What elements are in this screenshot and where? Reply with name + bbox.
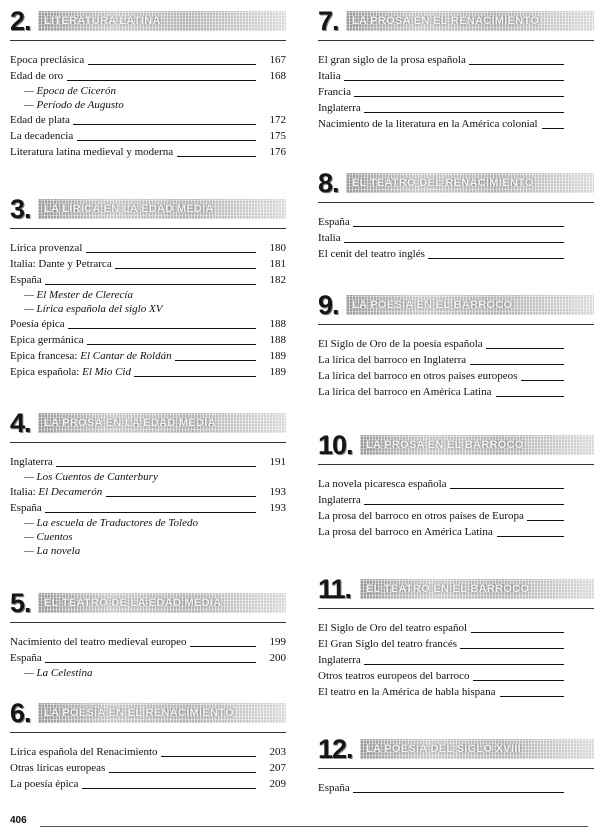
toc-entry[interactable] [318,384,594,400]
heading-rule [10,622,286,623]
dot-leader [115,268,256,269]
heading-rule [318,324,594,325]
toc-page-number: 189 [269,350,286,362]
toc-page-number: 199 [269,636,286,648]
chapter-heading [318,432,594,458]
toc-page-number: 188 [269,318,286,330]
toc-entry-label: Lírica provenzal [10,242,83,254]
toc-entry-label: La prosa del barroco en América Latina [318,526,493,538]
toc-entry[interactable] [318,620,594,636]
toc-entry-label: El Siglo de Oro de la poesía española [318,338,483,350]
toc-subentry: — La escuela de Traductores de Toledo [24,517,198,529]
toc-entry-label: El Gran Siglo del teatro francés [318,638,457,650]
dot-leader [497,536,564,537]
dot-leader [45,662,256,663]
chapter-title: EL TEATRO DEL RENACIMIENTO [352,177,534,189]
toc-entry-label: España [10,652,42,664]
toc-entry-label: Nacimiento de la literatura en la América colonial [318,118,538,130]
toc-entry-label: España [318,782,350,794]
toc-entry-label: La lírica del barroco en otros países europeos [318,370,518,382]
dot-leader [471,632,564,633]
chapter-heading [10,196,286,222]
chapter-number: 4. [10,408,31,438]
dot-leader [161,756,256,757]
dot-leader [134,376,256,377]
chapter-heading [318,170,594,196]
toc-entry[interactable] [10,128,286,144]
dot-leader [344,242,564,243]
toc-page-number: 180 [269,242,286,254]
toc-subentry: — El Mester de Clerecía [24,289,133,301]
toc-page-number: 207 [269,762,286,774]
toc-entry[interactable] [318,524,594,540]
chapter-heading [10,8,286,34]
chapter-number: 9. [318,290,339,320]
toc-entry-label-plain: Italia: [10,486,39,498]
toc-entry[interactable] [318,652,594,668]
heading-rule [10,732,286,733]
toc-page-number: 182 [269,274,286,286]
chapter-section [318,430,594,538]
toc-subentry: — La novela [24,545,81,557]
toc-entry-label-title: El Decamerón [38,486,103,498]
toc-entry[interactable] [318,492,594,508]
toc-entry[interactable] [10,68,286,84]
toc-entry-label: Italia [318,70,341,82]
chapter-number: 5. [10,588,31,618]
toc-page-number: 167 [269,54,286,66]
toc-subentry: — Cuentos [24,531,73,543]
chapter-title-band [38,593,286,613]
dot-leader [521,380,564,381]
toc-entry-label: Italia [318,232,341,244]
dot-leader [73,124,256,125]
chapter-title: LA PROSA EN EL BARROCO [366,439,524,451]
toc-entry-label: El gran siglo de la prosa española [318,54,466,66]
toc-entry-label: España [10,502,42,514]
chapter-heading [318,292,594,318]
chapter-section [318,734,594,794]
chapter-title-band [346,11,594,31]
chapter-number: 12. [318,734,353,764]
toc-subentry: — Período de Augusto [24,99,124,111]
toc-entry-label [10,484,102,500]
toc-entry-label: Poesía épica [10,318,65,330]
toc-page-number: 193 [269,502,286,514]
chapter-section [318,6,594,130]
dot-leader [190,646,256,647]
heading-rule [318,608,594,609]
chapter-section [10,588,286,679]
toc-entry-label-plain: Epica francesa: [10,350,81,362]
dot-leader [470,364,564,365]
toc-subentry: — Los Cuentos de Canterbury [24,471,158,483]
chapter-number: 11. [318,574,352,604]
toc-page-number: 176 [269,146,286,158]
heading-rule [10,228,286,229]
dot-leader [86,252,256,253]
toc-entry-label: La lírica del barroco en Inglaterra [318,354,467,366]
dot-leader [364,112,564,113]
toc-entry[interactable] [10,348,286,364]
chapter-number: 7. [318,6,339,36]
chapter-title-band [360,435,594,455]
toc-entry-label: Nacimiento del teatro medieval europeo [10,636,187,648]
toc-entry-label: España [10,274,42,286]
dot-leader [67,80,256,81]
chapter-heading [318,576,594,602]
toc-entry[interactable] [318,508,594,524]
chapter-section [10,698,286,790]
chapter-number: 3. [10,194,31,224]
dot-leader [87,344,256,345]
heading-rule [318,202,594,203]
toc-entry[interactable] [318,68,594,84]
toc-entry[interactable] [10,316,286,332]
dot-leader [486,348,564,349]
chapter-title: EL TEATRO DE LA EDAD MEDIA [44,597,222,609]
toc-entry[interactable] [10,776,286,792]
chapter-title: LA POESÍA DEL SIGLO XVIII [366,743,522,755]
dot-leader [45,512,256,513]
toc-page-number: 188 [269,334,286,346]
chapter-number: 6. [10,698,31,728]
toc-entry[interactable] [318,214,594,230]
toc-entry-label: La prosa del barroco en otros países de Europa [318,510,524,522]
chapter-heading [10,700,286,726]
dot-leader [56,466,256,467]
toc-page-number: 209 [269,778,286,790]
toc-entry-label: Inglaterra [318,494,361,506]
toc-entry[interactable] [10,112,286,128]
chapter-section [10,408,286,557]
dot-leader [500,696,564,697]
chapter-title-band [38,199,286,219]
toc-page-number: 175 [269,130,286,142]
toc-entry-label: Edad de plata [10,114,70,126]
toc-entry-label: Otros teatros europeos del barroco [318,670,470,682]
toc-page-number: 181 [269,258,286,270]
dot-leader [364,664,564,665]
chapter-title-band [346,295,594,315]
dot-leader [88,64,256,65]
toc-entry-label: Francia [318,86,351,98]
toc-page-number: 193 [269,486,286,498]
toc-entry-label: Inglaterra [318,102,361,114]
toc-entry-label: Italia: Dante y Petrarca [10,258,112,270]
toc-page-number: 172 [269,114,286,126]
toc-entry[interactable] [10,272,286,288]
dot-leader [460,648,564,649]
toc-entry-label [10,348,172,364]
dot-leader [77,140,256,141]
dot-leader [473,680,564,681]
chapter-section [318,168,594,260]
dot-leader [527,520,564,521]
toc-subentry: — Epoca de Cicerón [24,85,116,97]
toc-entry[interactable] [318,100,594,116]
toc-subentry: — La Celestina [24,667,93,679]
dot-leader [428,258,564,259]
chapter-number: 2. [10,6,31,36]
toc-entry[interactable] [10,332,286,348]
toc-entry-label: La lírica del barroco en América Latina [318,386,492,398]
chapter-section [318,290,594,398]
toc-entry[interactable] [10,256,286,272]
chapter-section [318,574,594,698]
chapter-heading [10,590,286,616]
dot-leader [45,284,256,285]
chapter-title-band [38,413,286,433]
toc-entry[interactable] [10,634,286,650]
chapter-heading [10,410,286,436]
toc-entry-label: Edad de oro [10,70,64,82]
toc-entry-label: Epoca preclásica [10,54,85,66]
toc-entry-label: La poesía épica [10,778,79,790]
toc-entry-label-title: El Mio Cid [82,366,131,378]
dot-leader [68,328,256,329]
toc-entry[interactable] [318,368,594,384]
toc-entry-label: Inglaterra [10,456,53,468]
heading-rule [10,40,286,41]
chapter-heading [318,736,594,762]
toc-entry[interactable] [10,500,286,516]
toc-entry[interactable] [10,650,286,666]
chapter-title: EL TEATRO EN EL BARROCO [366,583,530,595]
heading-rule [318,768,594,769]
toc-entry[interactable] [10,52,286,68]
dot-leader [175,360,256,361]
toc-page-number: 203 [269,746,286,758]
dot-leader [542,128,564,129]
chapter-section [10,6,286,158]
toc-page-number: 191 [269,456,286,468]
toc-entry[interactable] [318,476,594,492]
toc-entry-label: España [318,216,350,228]
dot-leader [177,156,256,157]
toc-entry[interactable] [10,744,286,760]
dot-leader [109,772,256,773]
toc-entry[interactable] [318,52,594,68]
chapter-title-band [346,173,594,193]
dot-leader [353,226,564,227]
chapter-title-band [360,579,594,599]
heading-rule [318,40,594,41]
chapter-number: 8. [318,168,339,198]
dot-leader [496,396,564,397]
toc-entry[interactable] [318,84,594,100]
toc-entry-label-title: El Cantar de Roldán [80,350,172,362]
toc-entry-label [10,364,131,380]
toc-entry[interactable] [10,364,286,380]
toc-entry[interactable] [318,336,594,352]
chapter-section [10,194,286,378]
toc-entry[interactable] [318,780,594,796]
toc-entry[interactable] [10,760,286,776]
chapter-title: LA POESÍA EN EL BARROCO [352,299,513,311]
toc-entry[interactable] [318,352,594,368]
chapter-title: LA LÍRICA EN LA EDAD MEDIA [44,203,214,215]
toc-entry[interactable] [10,454,286,470]
toc-entry-label: Lírica española del Renacimiento [10,746,158,758]
dot-leader [353,792,564,793]
chapter-title: LA POESÍA EN EL RENACIMIENTO [44,707,234,719]
chapter-title-band [360,739,594,759]
toc-entry-label: Literatura latina medieval y moderna [10,146,174,158]
toc-entry-label-plain: Epica española: [10,366,83,378]
chapter-title-band [38,11,286,31]
chapter-title: LA PROSA EN EL RENACIMIENTO [352,15,540,27]
dot-leader [364,504,564,505]
dot-leader [344,80,564,81]
dot-leader [82,788,256,789]
chapter-heading [318,8,594,34]
toc-entry[interactable] [10,240,286,256]
toc-entry-label: Otras líricas europeas [10,762,106,774]
toc-entry[interactable] [318,246,594,262]
dot-leader [450,488,564,489]
toc-entry-label: La novela picaresca española [318,478,447,490]
chapter-number: 10. [318,430,353,460]
toc-entry-label: Epica germánica [10,334,84,346]
heading-rule [10,442,286,443]
toc-entry-label: El teatro en la América de habla hispana [318,686,496,698]
dot-leader [469,64,564,65]
toc-page-number: 168 [269,70,286,82]
dot-leader [354,96,564,97]
chapter-title: LITERATURA LATINA [44,15,161,27]
toc-entry[interactable] [318,116,594,132]
toc-subentry: — Lírica española del siglo XV [24,303,163,315]
toc-page-number: 189 [269,366,286,378]
dot-leader [106,496,256,497]
toc-entry[interactable] [318,636,594,652]
toc-entry[interactable] [318,230,594,246]
toc-entry-label: Inglaterra [318,654,361,666]
toc-entry[interactable] [318,684,594,700]
toc-entry-label: El Siglo de Oro del teatro español [318,622,468,634]
toc-page-number: 200 [269,652,286,664]
toc-entry-label: El cenit del teatro inglés [318,248,425,260]
heading-rule [318,464,594,465]
footer-rule [40,826,588,827]
toc-entry-label: La decadencia [10,130,74,142]
toc-entry[interactable] [10,484,286,500]
page-number: 406 [10,815,27,826]
chapter-title-band [38,703,286,723]
toc-entry[interactable] [318,668,594,684]
chapter-title: LA PROSA EN LA EDAD MEDIA [44,417,216,429]
toc-entry[interactable] [10,144,286,160]
